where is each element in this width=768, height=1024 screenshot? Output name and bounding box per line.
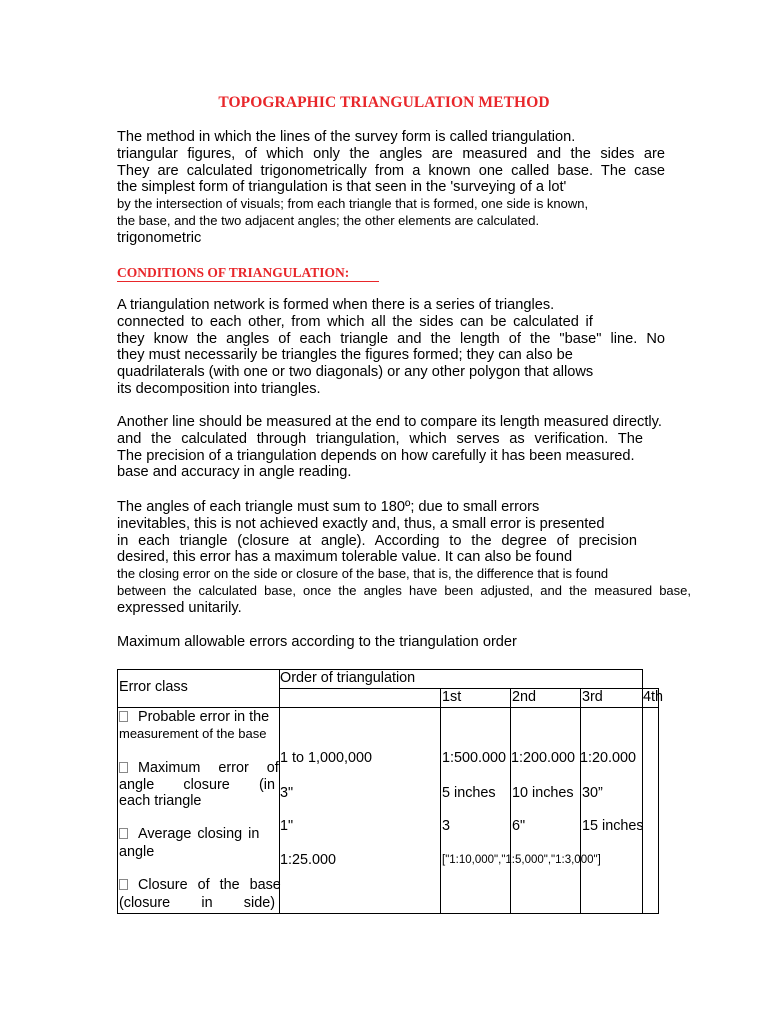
paragraph-verification <box>117 414 665 481</box>
cell-value: 6" <box>512 818 526 834</box>
header-error-class: Error class <box>119 679 188 695</box>
paragraph-angles <box>117 499 691 617</box>
text-line: desired, this error has a maximum tolerable value. It can also be found <box>117 549 573 566</box>
text-line: triangular figures, of which only the angles are measured and the sides are <box>117 145 665 162</box>
header-order-3rd: 3rd <box>582 689 603 705</box>
bullet-icon <box>119 762 128 773</box>
bullet-icon <box>119 879 128 890</box>
text-line: expressed unitarily. <box>117 599 242 616</box>
row-label-max-error-cont: angle closure (in <box>119 777 275 793</box>
row-label-closure-base-cont: (closure in side) <box>119 895 275 911</box>
text-line: Maximum allowable errors according to the triangulation order <box>117 634 517 650</box>
cell-value: 1:200.000 <box>511 750 576 766</box>
row-label-closure-base: Closure of the base <box>119 877 281 894</box>
text-line: in each triangle (closure at angle). According to the degree of precision <box>117 532 637 549</box>
text-line: The precision of a triangulation depends on how carefully it has been measured. <box>117 447 635 464</box>
header-order-2nd: 2nd <box>512 689 537 705</box>
text-line: The angles of each triangle must sum to 180º; due to small errors <box>117 499 540 515</box>
table-border <box>510 688 511 914</box>
cell-value: 10 inches <box>512 785 574 801</box>
table-border <box>117 913 659 914</box>
cell-value: 1" <box>280 818 294 834</box>
text-line: The method in which the lines of the survey form is called triangulation. <box>117 129 576 145</box>
cell-value: 3 <box>442 818 451 834</box>
bullet-icon <box>119 711 128 722</box>
text-line: quadrilaterals (with one or two diagonals) or any other polygon that allows <box>117 364 594 381</box>
table-border <box>658 688 659 914</box>
row-label-average-closing-cont: angle <box>119 844 155 860</box>
paragraph-network <box>117 297 665 398</box>
text-line: base and accuracy in angle reading. <box>117 464 352 481</box>
table-border <box>440 688 441 914</box>
document-title: TOPOGRAPHIC TRIANGULATION METHOD <box>218 94 550 111</box>
cell-value: 3" <box>280 785 294 801</box>
text-line: connected to each other, from which all the sides can be calculated if <box>117 313 593 330</box>
text-line: They are calculated trigonometrically from a known one called base. The case <box>117 162 665 179</box>
cell-value: 1:500.000 <box>442 750 507 766</box>
cell-value: 30” <box>582 785 603 801</box>
row-label-max-error-cont: each triangle <box>119 793 202 809</box>
header-order-4th: 4th <box>643 689 664 705</box>
row-label-max-error: Maximum error of <box>119 760 285 777</box>
text-line: Another line should be measured at the end to compare its length measured directly. <box>117 414 662 430</box>
text-line: they must necessarily be triangles the figures formed; they can also be <box>117 347 573 364</box>
table-caption <box>117 634 665 651</box>
cell-value: 1 to 1,000,000 <box>280 750 373 766</box>
table-border <box>117 669 118 914</box>
row-label-probable-error-cont: measurement of the base <box>119 726 267 741</box>
cell-value: 15 inches <box>582 818 644 834</box>
cell-value: 1:25.000 <box>280 852 337 868</box>
conditions-heading: CONDITIONS OF TRIANGULATION: <box>117 264 379 282</box>
text-line: the base, and the two adjacent angles; the other elements are calculated. <box>117 212 540 228</box>
text-line: A triangulation network is formed when there is a series of triangles. <box>117 297 555 313</box>
error-table <box>117 669 664 914</box>
bullet-icon <box>119 828 128 839</box>
row-label-average-closing: Average closing in <box>119 826 259 843</box>
text-line: trigonometric <box>117 229 202 246</box>
text-line: and the calculated through triangulation, which serves as verification. The <box>117 430 643 447</box>
text-line: between the calculated base, once the angles have been adjusted, and the measured base, <box>117 582 691 598</box>
text-line: by the intersection of visuals; from each triangle that is formed, one side is known, <box>117 196 589 212</box>
intro-paragraph <box>117 129 665 247</box>
table-border <box>117 707 659 708</box>
header-order-1st: 1st <box>442 689 462 705</box>
cell-value: 5 inches <box>442 785 496 801</box>
header-order: Order of triangulation <box>280 670 416 686</box>
text-line: the closing error on the side or closure of the base, that is, the difference that is found <box>117 566 609 582</box>
text-line: the simplest form of triangulation is that seen in the 'surveying of a lot' <box>117 179 567 196</box>
text-line: its decomposition into triangles. <box>117 380 321 397</box>
table-border <box>580 688 581 914</box>
row-label-probable-error: Probable error in the <box>119 709 269 726</box>
cell-value-list: ["1:10,000","1:5,000","1:3,000"] <box>442 854 601 866</box>
text-line: inevitables, this is not achieved exactly and, thus, a small error is presented <box>117 515 605 532</box>
cell-value: 1:20.000 <box>580 750 637 766</box>
text-line: they know the angles of each triangle and the length of the "base" line. No <box>117 330 665 347</box>
